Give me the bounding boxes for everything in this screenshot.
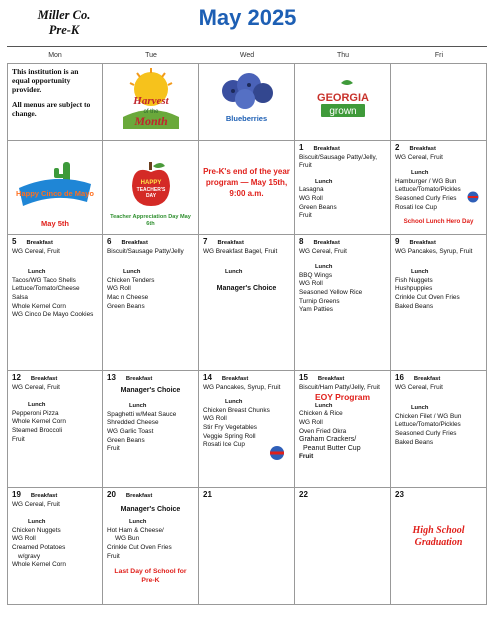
lunch-item: Baked Beans <box>395 302 434 310</box>
lunch-item: Creamed Potatoes <box>12 543 66 551</box>
lunch-item: Seasoned Yellow Rice <box>299 288 363 296</box>
lunch-label: Lunch <box>225 399 243 406</box>
lunch-item: WG Bun <box>115 535 140 543</box>
day-cell-15 <box>295 371 391 487</box>
lunch-item: Rosati Ice Cup <box>203 441 245 449</box>
day-cell-6 <box>103 235 199 370</box>
lunch-item: WG Roll <box>299 280 323 288</box>
weekday-wed: Wed <box>239 52 255 59</box>
breakfast-label: Breakfast <box>26 240 53 246</box>
lunch-item: Fruit <box>12 435 25 443</box>
day-cell-2 <box>391 141 487 234</box>
lunch-hero-day-note: School Lunch Hero Day <box>403 218 474 226</box>
teacher-day-caption: Teacher Appreciation Day May 6th <box>110 213 191 228</box>
eoy-program-label: EOY Program <box>314 392 371 403</box>
lunch-item: WG Roll <box>107 285 131 293</box>
lunch-label: Lunch <box>411 405 429 412</box>
lunch-item: Lettuce/Tomato/Cheese <box>12 285 80 293</box>
lunch-label: Lunch <box>129 403 147 410</box>
lunch-item: Tacos/WG Taco Shells <box>12 276 76 284</box>
breakfast-label: Breakfast <box>313 146 340 152</box>
harvest-logo-word-harvest: Harvest <box>133 95 169 107</box>
day-number: 6 <box>107 237 112 246</box>
calendar-title: May 2025 <box>198 5 297 30</box>
equal-opportunity-notice: This institution is an equal opportunity provider. <box>12 67 79 94</box>
lunch-item: Crinkle Cut Oven Fries <box>107 543 172 551</box>
lunch-label: Lunch <box>411 269 429 276</box>
georgia-grown-cell <box>295 64 391 140</box>
grown-logo-word: grown <box>328 106 357 117</box>
last-day-note: Last Day of School for Pre-K <box>114 568 187 585</box>
lunch-label: Lunch <box>28 519 46 526</box>
lunch-item: Green Beans <box>299 203 337 211</box>
weekday-header <box>7 46 487 63</box>
blueberries-icon <box>217 67 277 111</box>
week-row-1 <box>7 140 487 234</box>
day-cell-19 <box>7 488 103 604</box>
day-cell-7 <box>199 235 295 370</box>
breakfast-label: Breakfast <box>409 146 436 152</box>
day-number: 9 <box>395 237 400 246</box>
breakfast-label: Breakfast <box>313 240 340 246</box>
lunch-item: Crinkle Cut Oven Fries <box>395 293 460 301</box>
day-number: 23 <box>395 490 404 499</box>
week-row-3 <box>7 370 487 487</box>
georgia-grown-logo <box>311 79 375 123</box>
managers-choice: Manager's Choice <box>120 386 181 394</box>
harvest-logo-word-month: Month <box>134 114 168 128</box>
lunch-item: Green Beans <box>107 436 145 444</box>
harvest-of-month-cell <box>103 64 199 140</box>
lunch-item: Lettuce/Tomato/Pickles <box>395 421 461 429</box>
breakfast-items: WG Cereal, Fruit <box>12 500 60 508</box>
lunch-item: WG Roll <box>12 535 36 543</box>
cinco-date: May 5th <box>41 218 69 228</box>
lunch-label: Lunch <box>315 402 333 409</box>
day-cell-5 <box>7 235 103 370</box>
lunch-item: Chicken Breast Chunks <box>203 406 270 414</box>
weekday-thu: Thu <box>336 52 350 59</box>
weekday-tue: Tue <box>145 52 157 59</box>
lunch-item: Hamburger / WG Bun <box>395 177 457 185</box>
teacher-day-cell <box>103 141 199 234</box>
lunch-item: Turnip Greens <box>299 297 340 305</box>
menu-calendar <box>7 46 487 605</box>
lunch-item: Fruit <box>107 445 120 453</box>
lunch-label: Lunch <box>28 402 46 409</box>
weekday-fri: Fri <box>434 52 444 59</box>
lunch-label: Lunch <box>315 264 333 271</box>
breakfast-items: WG Cereal, Fruit <box>395 153 443 161</box>
lunch-item: w/gravy <box>18 552 41 560</box>
breakfast-label: Breakfast <box>413 376 441 382</box>
day-cell-9 <box>391 235 487 370</box>
lunch-item: WG Roll <box>203 415 227 423</box>
lunch-item: Yam Patties <box>299 306 333 314</box>
lunch-item: Spaghetti w/Meat Sauce <box>107 410 177 418</box>
cinco-de-mayo-banner: Happy Cinco de Mayo <box>16 189 94 198</box>
breakfast-label: Breakfast <box>121 240 148 246</box>
lunch-item: Lettuce/Tomato/Pickles <box>395 186 461 194</box>
lunch-item: Salsa <box>12 293 28 301</box>
notice-cell <box>7 64 103 140</box>
day-number: 20 <box>107 490 116 499</box>
graduation-note: High School Graduation <box>412 524 465 548</box>
day-number: 5 <box>12 237 17 246</box>
blueberries-cell <box>199 64 295 140</box>
managers-choice: Manager's Choice <box>216 284 277 292</box>
breakfast-items: WG Pancakes, Syrup, Fruit <box>395 247 473 255</box>
breakfast-items: Biscuit/Ham Patty/Jelly, Fruit <box>299 383 380 391</box>
lunch-item: Chicken Nuggets <box>12 526 61 534</box>
lunch-item: Baked Beans <box>395 438 434 446</box>
day-cell-12 <box>7 371 103 487</box>
lunch-item: Pepperoni Pizza <box>12 409 59 417</box>
lunch-item: Fish Nuggets <box>395 276 433 284</box>
week-row-4 <box>7 487 487 605</box>
day-cell-1 <box>295 141 391 234</box>
day-number: 8 <box>299 237 304 246</box>
lunch-item: Whole Kernel Corn <box>12 302 66 310</box>
lunch-item: Rosati Ice Cup <box>395 203 437 211</box>
day-number: 21 <box>203 490 212 499</box>
lunch-item: Chicken & Rice <box>299 410 343 418</box>
lunch-item: Seasoned Curly Fries <box>395 194 457 202</box>
lunch-item: Hot Ham & Cheese/ <box>107 526 164 534</box>
day-cell-16 <box>391 371 487 487</box>
day-number: 16 <box>395 373 404 382</box>
breakfast-label: Breakfast <box>125 376 153 382</box>
lunch-item: Fruit <box>299 212 312 220</box>
breakfast-items: WG Cereal, Fruit <box>12 247 60 255</box>
empty-cell <box>391 64 487 140</box>
lunch-label: Lunch <box>225 269 243 276</box>
lunch-item: WG Roll <box>299 418 323 426</box>
breakfast-items: WG Pancakes, Syrup, Fruit <box>203 383 281 391</box>
lunch-label: Lunch <box>129 519 147 526</box>
apple-icon <box>129 160 173 210</box>
teacher-day-word-day: DAY <box>145 193 156 199</box>
mascot-icon <box>268 445 286 461</box>
week-row-2 <box>7 234 487 370</box>
lunch-item: Graham Crackers/ <box>299 436 357 444</box>
eoy-program-cell <box>199 141 295 234</box>
lunch-item: Stir Fry Vegetables <box>203 423 257 431</box>
day-cell-20 <box>103 488 199 604</box>
lunch-item: Whole Kernel Corn <box>12 418 66 426</box>
day-cell-8 <box>295 235 391 370</box>
lunch-label: Lunch <box>315 178 333 185</box>
day-cell-21 <box>199 488 295 604</box>
lunch-item: WG Cinco De Mayo Cookies <box>12 311 94 319</box>
lunch-label: Lunch <box>411 170 429 177</box>
breakfast-label: Breakfast <box>221 376 249 382</box>
breakfast-items: WG Cereal, Fruit <box>12 383 60 391</box>
lunch-item: Veggie Spring Roll <box>203 432 256 440</box>
breakfast-items: Biscuit/Sausage Patty/Jelly, Fruit <box>299 153 378 170</box>
day-cell-13 <box>103 371 199 487</box>
breakfast-label: Breakfast <box>317 376 345 382</box>
org-line-1: Miller Co. <box>37 8 91 22</box>
day-number: 15 <box>299 373 308 382</box>
harvest-logo-word-of-the: of the <box>143 109 159 115</box>
menu-change-notice: All menus are subject to change. <box>12 100 91 118</box>
lunch-item: Lasagna <box>299 186 324 194</box>
breakfast-items: Biscuit/Sausage Patty/Jelly <box>107 247 184 255</box>
eoy-program-note: Pre-K's end of the year program — May 15th, 9:00 a.m. <box>203 167 290 198</box>
day-number: 22 <box>299 490 308 499</box>
georgia-logo-word: GEORGIA <box>316 92 369 104</box>
breakfast-label: Breakfast <box>409 240 436 246</box>
lunch-item: Chicken Tenders <box>107 276 155 284</box>
day-number: 19 <box>12 490 21 499</box>
lunch-label: Lunch <box>28 269 46 276</box>
breakfast-items: WG Breakfast Bagel, Fruit <box>203 247 278 255</box>
week-row-0 <box>7 63 487 140</box>
day-number: 7 <box>203 237 208 246</box>
breakfast-label: Breakfast <box>30 376 58 382</box>
org-line-2: Pre-K <box>48 23 80 37</box>
breakfast-items: WG Cereal, Fruit <box>299 247 347 255</box>
lunch-item: Fruit <box>299 453 314 461</box>
lunch-item: Oven Fried Okra <box>299 427 347 435</box>
day-number: 1 <box>299 143 304 152</box>
calendar-header <box>0 0 495 44</box>
lunch-item: Mac n Cheese <box>107 293 149 301</box>
lunch-label: Lunch <box>123 269 141 276</box>
breakfast-label: Breakfast <box>30 493 58 499</box>
weekday-mon: Mon <box>48 52 62 59</box>
lunch-item: Shredded Cheese <box>107 419 159 427</box>
teacher-day-word-teachers: TEACHER'S <box>136 187 165 193</box>
lunch-item: Peanut Butter Cup <box>303 444 361 452</box>
lunch-item: WG Roll <box>299 194 323 202</box>
lunch-item: Steamed Broccoli <box>12 426 63 434</box>
cinco-de-mayo-icon <box>15 158 95 216</box>
day-number: 2 <box>395 143 400 152</box>
managers-choice: Manager's Choice <box>120 505 181 513</box>
cinco-de-mayo-cell <box>7 141 103 234</box>
day-number: 14 <box>203 373 212 382</box>
breakfast-items: WG Cereal, Fruit <box>395 383 443 391</box>
breakfast-label: Breakfast <box>217 240 244 246</box>
lunch-item: Whole Kernel Corn <box>12 561 66 569</box>
day-number: 13 <box>107 373 116 382</box>
day-cell-14 <box>199 371 295 487</box>
blueberries-label: Blueberries <box>225 113 268 123</box>
lunch-item: Hushpuppies <box>395 285 433 293</box>
day-cell-22 <box>295 488 391 604</box>
hero-mascot-icon <box>466 191 480 203</box>
breakfast-label: Breakfast <box>125 493 153 499</box>
lunch-item: Seasoned Curly Fries <box>395 429 457 437</box>
lunch-item: BBQ Wings <box>299 271 333 279</box>
lunch-item: Green Beans <box>107 302 145 310</box>
day-cell-23 <box>391 488 487 604</box>
lunch-item: Fruit <box>107 552 120 560</box>
harvest-of-the-month-logo <box>107 67 195 135</box>
lunch-item: WG Garlic Toast <box>107 427 154 435</box>
day-number: 12 <box>12 373 21 382</box>
teacher-day-word-happy: HAPPY <box>140 180 161 186</box>
lunch-item: Chicken Filet / WG Bun <box>395 412 462 420</box>
